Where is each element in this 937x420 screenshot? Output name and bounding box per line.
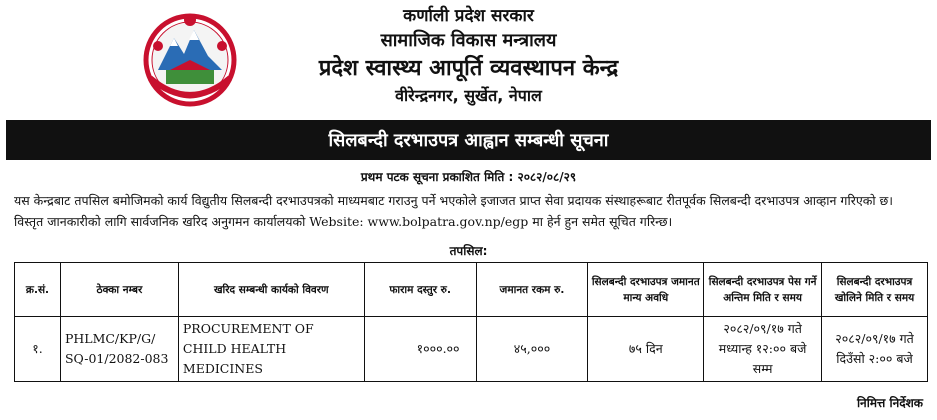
cell-submission-deadline: २०८२/०९/१७ गते मध्यान्ह १२:०० बजे सम्म	[704, 317, 822, 382]
col-header-bid-security: जमानत रकम रु.	[476, 263, 588, 317]
ministry-name: सामाजिक विकास मन्त्रालय	[380, 30, 557, 51]
cell-opening-time: २०८२/०९/१७ गते दिउँसो २:०० बजे	[822, 317, 928, 382]
cell-validity: ७५ दिन	[588, 317, 704, 382]
office-header	[0, 4, 937, 108]
notice-title-bar	[6, 120, 931, 160]
notice-paragraph: यस केन्द्रबाट तपसिल बमोजिमको कार्य विद्युतीय सिलबन्दी दरभाउपत्रको माध्यमबाट गराउनु पर्ने भएकोले इजाजत प्राप्त सेवा प्रदायक संस्थाहरूबाट रीतपूर्वक सिलबन्दी दरभाउपत्र आव्हान गरिएको छ। विस्तृत जानकारीको लागि सार्वजनिक खरिद अनुगमन कार्यालयको Website: www.bolpatra.gov.np/egp मा हेर्न हुन समेत सूचित गरिन्छ।	[14, 193, 894, 229]
col-header-validity: सिलबन्दी दरभाउपत्र जमानत मान्य अवधि	[588, 263, 704, 317]
first-published-date: प्रथम पटक सूचना प्रकाशित मिति : २०८२/०८/२९	[360, 170, 577, 184]
col-header-sn: क्र.सं.	[15, 263, 61, 317]
table-row	[15, 317, 928, 382]
col-header-contract-no: ठेक्का नम्बर	[60, 263, 178, 317]
cell-contract-no: PHLMC/KP/G/ SQ-01/2082-083	[60, 317, 178, 382]
cell-sn: १.	[15, 317, 61, 382]
col-header-opening-time: सिलबन्दी दरभाउपत्र खोलिने मिति र समय	[822, 263, 928, 317]
province-government: कर्णाली प्रदेश सरकार	[403, 6, 534, 26]
table-header-row	[15, 263, 928, 317]
col-header-submission-deadline: सिलबन्दी दरभाउपत्र पेस गर्ने अन्तिम मिति र समय	[704, 263, 822, 317]
cell-form-fee: १०००.००	[364, 317, 476, 382]
col-header-description: खरिद सम्बन्धी कार्यको विवरण	[178, 263, 364, 317]
cell-description: PROCUREMENT OF CHILD HEALTH MEDICINES	[178, 317, 364, 382]
tender-table	[14, 262, 928, 382]
office-name: प्रदेश स्वास्थ्य आपूर्ति व्यवस्थापन केन्द्र	[318, 56, 619, 81]
col-header-form-fee: फाराम दस्तुर रु.	[364, 263, 476, 317]
notice-title: सिलबन्दी दरभाउपत्र आह्वान सम्बन्धी सूचना	[328, 130, 609, 151]
signoff: निमित्त निर्देशक	[856, 396, 923, 410]
schedule-label: तपसिल:	[449, 244, 488, 258]
cell-bid-security: ४५,०००	[476, 317, 588, 382]
office-address: वीरेन्द्रनगर, सुर्खेत, नेपाल	[395, 86, 542, 105]
